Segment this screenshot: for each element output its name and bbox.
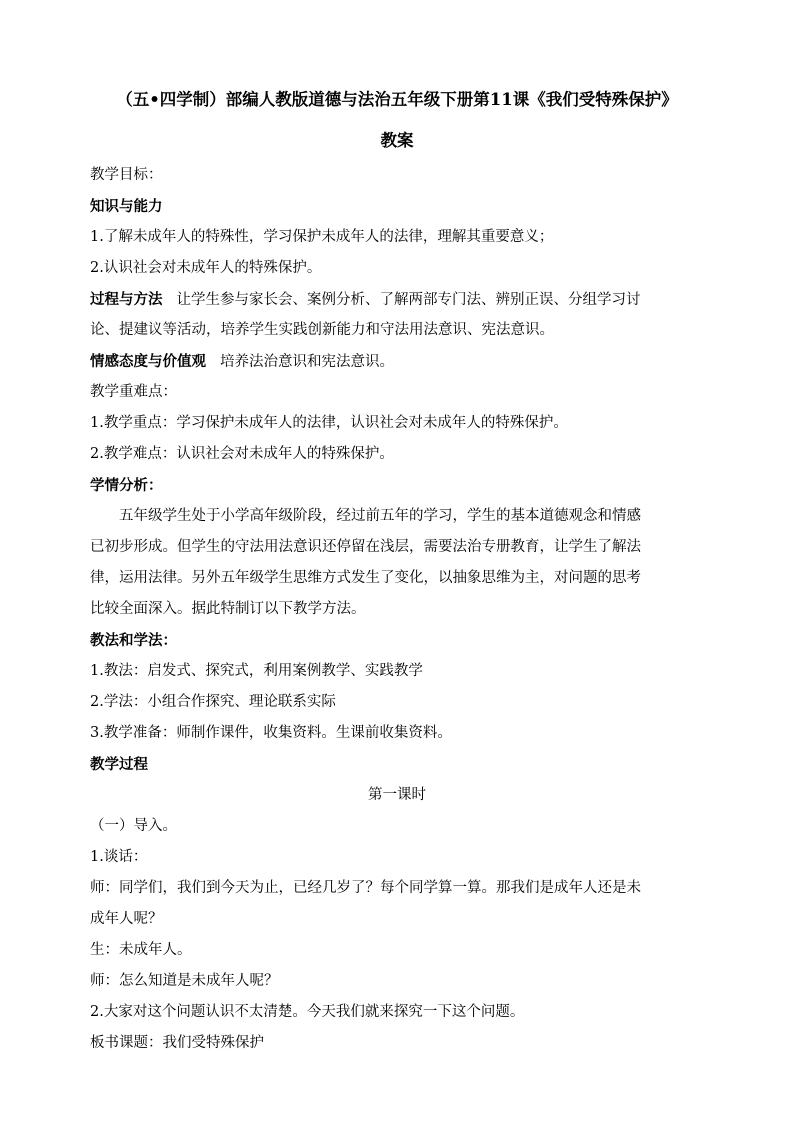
talk-label: 1.谈话： bbox=[90, 849, 148, 865]
document-page bbox=[90, 86, 704, 1059]
keypoint-1: 1.教学重点：学习保护未成年人的法律，认识社会对未成年人的特殊保护。 bbox=[90, 415, 568, 431]
dialogue-line-3: 师：怎么知道是未成年人呢？ bbox=[90, 973, 279, 989]
analysis-line-3: 律，运用法律。另外五年级学生思维方式发生了变化，以抽象思维为主，对问题的思考 bbox=[90, 570, 641, 586]
document-title: （五•四学制）部编人教版道德与法治五年级下册第11课《我们受特殊保护》 bbox=[116, 90, 678, 109]
method-2: 2.学法：小组合作探究、理论联系实际 bbox=[90, 694, 336, 710]
methods-heading: 教法和学法： bbox=[90, 632, 177, 649]
emotion-text: 培养法治意识和宪法意识。 bbox=[220, 354, 394, 370]
analysis-line-2: 已初步形成。但学生的守法用法意识还停留在浅层，需要法治专册教育，让学生了解法 bbox=[90, 539, 641, 555]
lesson-heading: 第一课时 bbox=[368, 787, 426, 803]
process-text-1: 让学生参与家长会、案例分析、了解两部专门法、辨别正误、分组学习讨 bbox=[176, 292, 641, 308]
board-title: 板书课题：我们受特殊保护 bbox=[90, 1035, 264, 1051]
step-2: 2.大家对这个问题认识不太清楚。今天我们就来探究一下这个问题。 bbox=[90, 1004, 525, 1020]
knowledge-heading: 知识与能力 bbox=[90, 198, 163, 215]
method-3: 3.教学准备：师制作课件，收集资料。生课前收集资料。 bbox=[90, 725, 452, 741]
objectives-label: 教学目标： bbox=[90, 167, 163, 183]
process-text-2: 论、提建议等活动，培养学生实践创新能力和守法用法意识、宪法意识。 bbox=[90, 322, 554, 338]
dialogue-line-1a: 师：同学们，我们到今天为止，已经几岁了？每个同学算一算。那我们是成年人还是未 bbox=[90, 880, 641, 896]
knowledge-item-1: 1.了解未成年人的特殊性，学习保护未成年人的法律，理解其重要意义； bbox=[90, 229, 554, 245]
emotion-paragraph bbox=[90, 346, 704, 377]
dialogue-line-1b: 成年人呢？ bbox=[90, 911, 163, 927]
document-subtitle: 教案 bbox=[380, 131, 414, 150]
knowledge-item-2: 2.认识社会对未成年人的特殊保护。 bbox=[90, 260, 322, 276]
keypoint-2: 2.教学难点：认识社会对未成年人的特殊保护。 bbox=[90, 446, 394, 462]
emotion-heading: 情感态度与价值观 bbox=[90, 353, 206, 370]
process-section-heading: 教学过程 bbox=[90, 756, 148, 773]
analysis-heading: 学情分析： bbox=[90, 477, 163, 494]
method-1: 1.教法：启发式、探究式，利用案例教学、实践教学 bbox=[90, 663, 423, 679]
analysis-line-1: 五年级学生处于小学高年级阶段，经过前五年的学习，学生的基本道德观念和情感 bbox=[119, 508, 641, 524]
process-heading: 过程与方法 bbox=[90, 291, 163, 308]
analysis-line-4: 比较全面深入。据此特制订以下教学方法。 bbox=[90, 601, 366, 617]
part-1-heading: （一）导入。 bbox=[90, 818, 177, 834]
dialogue-line-2: 生：未成年人。 bbox=[90, 942, 192, 958]
keypoints-label: 教学重难点： bbox=[90, 384, 177, 400]
process-paragraph-line-1 bbox=[90, 284, 704, 315]
